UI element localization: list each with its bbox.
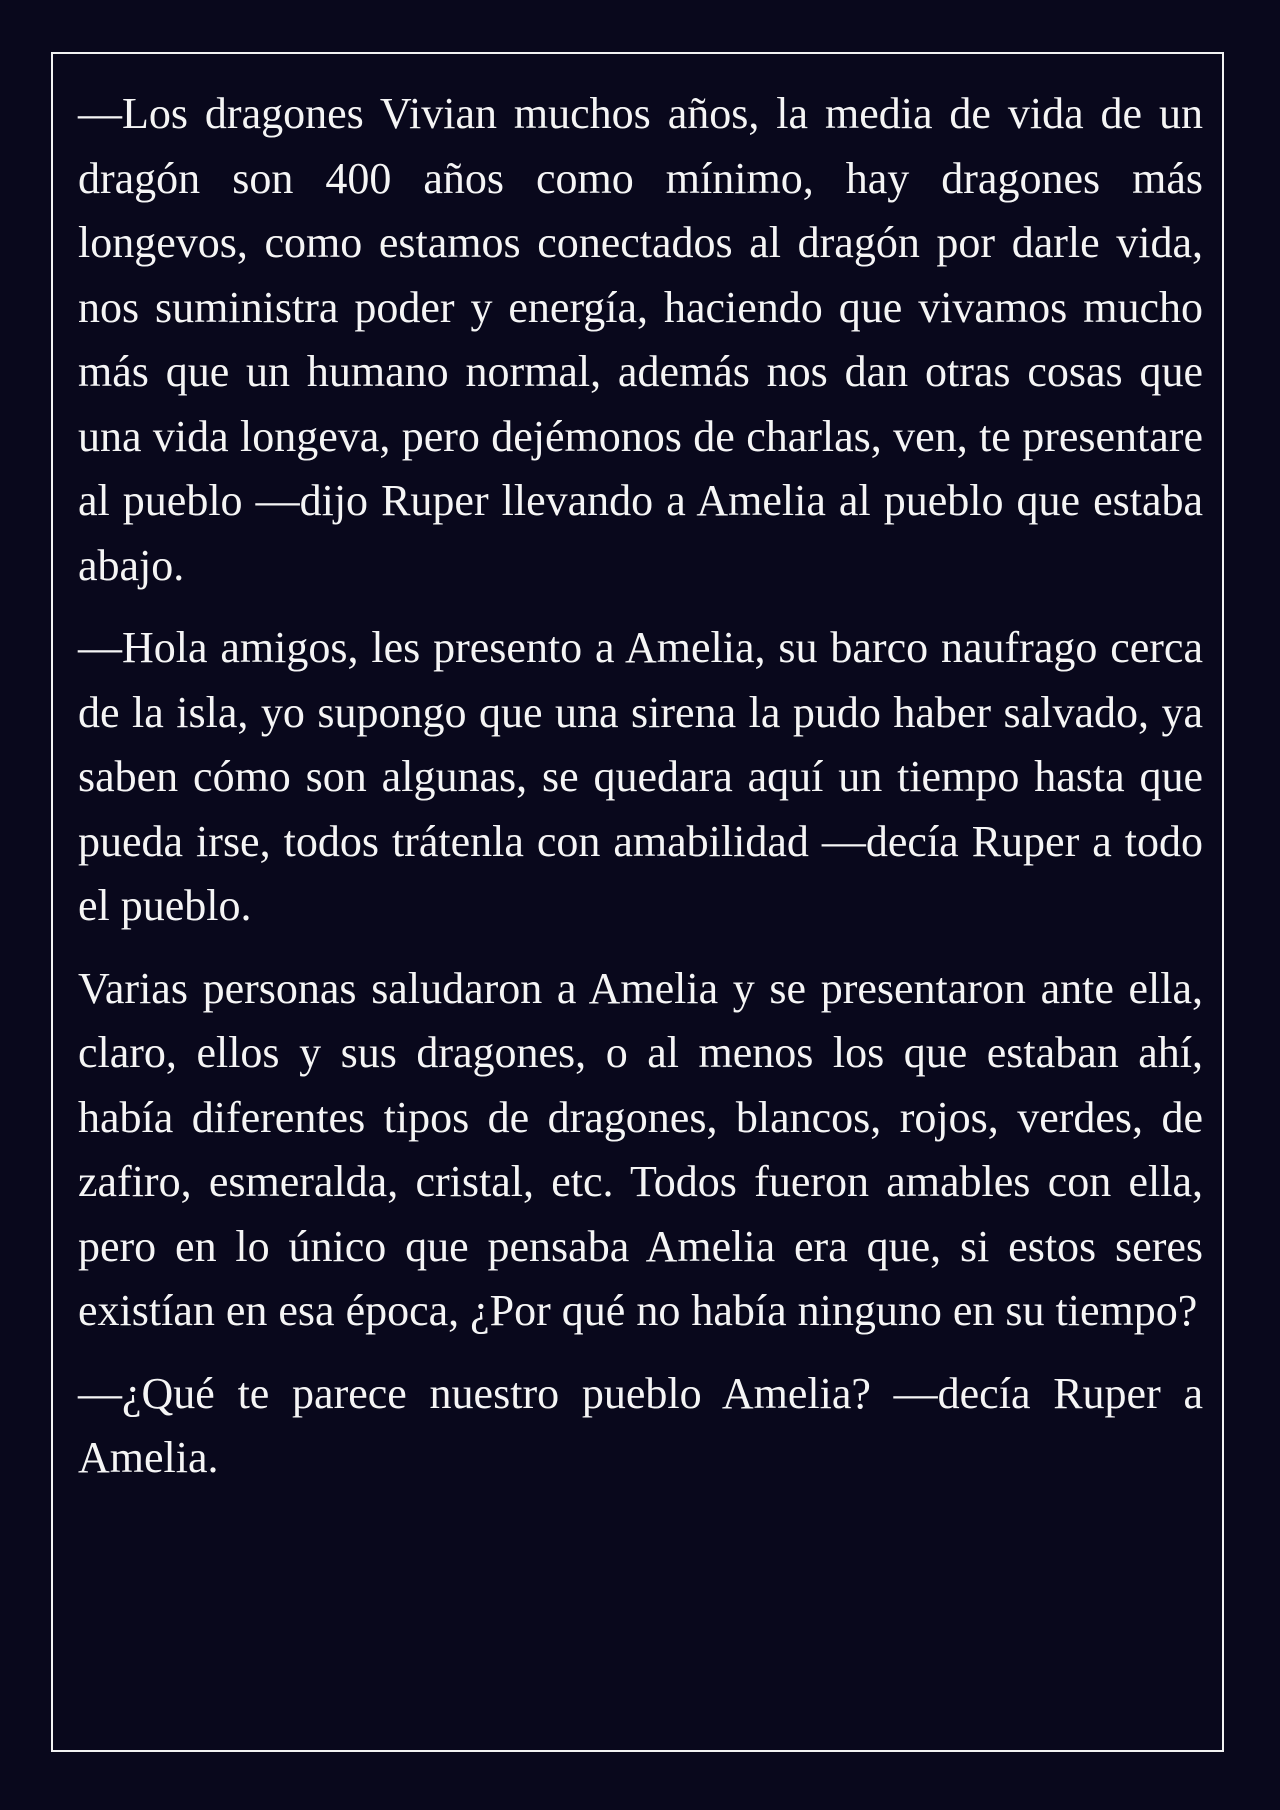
paragraph-4: —¿Qué te parece nuestro pueblo Amelia? —decía Ruper a Amelia.: [78, 1368, 1203, 1482]
paragraph-2: —Hola amigos, les presento a Amelia, su barco naufrago cerca de la isla, yo supongo que una sirena la pudo haber salvado, ya saben cómo son algunas, se quedara aquí un tiempo hasta que pueda irse, todos trátenla con amabilidad —decía Ruper a todo el pueblo.: [78, 623, 1203, 930]
paragraph-1: —Los dragones Vivian muchos años, la media de vida de un dragón son 400 años como mínimo, hay dragones más longevos, como estamos conectados al dragón por darle vida, nos suministra poder y energía, haciendo que vivamos mucho más que un humano normal, además nos dan otras cosas que una vida longeva, pero dejémonos de charlas, ven, te presentare al pueblo —dijo Ruper llevando a Amelia al pueblo que estaba abajo.: [78, 89, 1203, 590]
paragraph-3: Varias personas saludaron a Amelia y se presentaron ante ella, claro, ellos y sus dragones, o al menos los que estaban ahí, había diferentes tipos de dragones, blancos, rojos, verdes, de zafiro, esmeralda, cristal, etc. Todos fueron amables con ella, pero en lo único que pensaba Amelia era que, si estos seres existían en esa época, ¿Por qué no había ninguno en su tiempo?: [78, 963, 1203, 1335]
page-text-body: [78, 82, 1203, 1509]
